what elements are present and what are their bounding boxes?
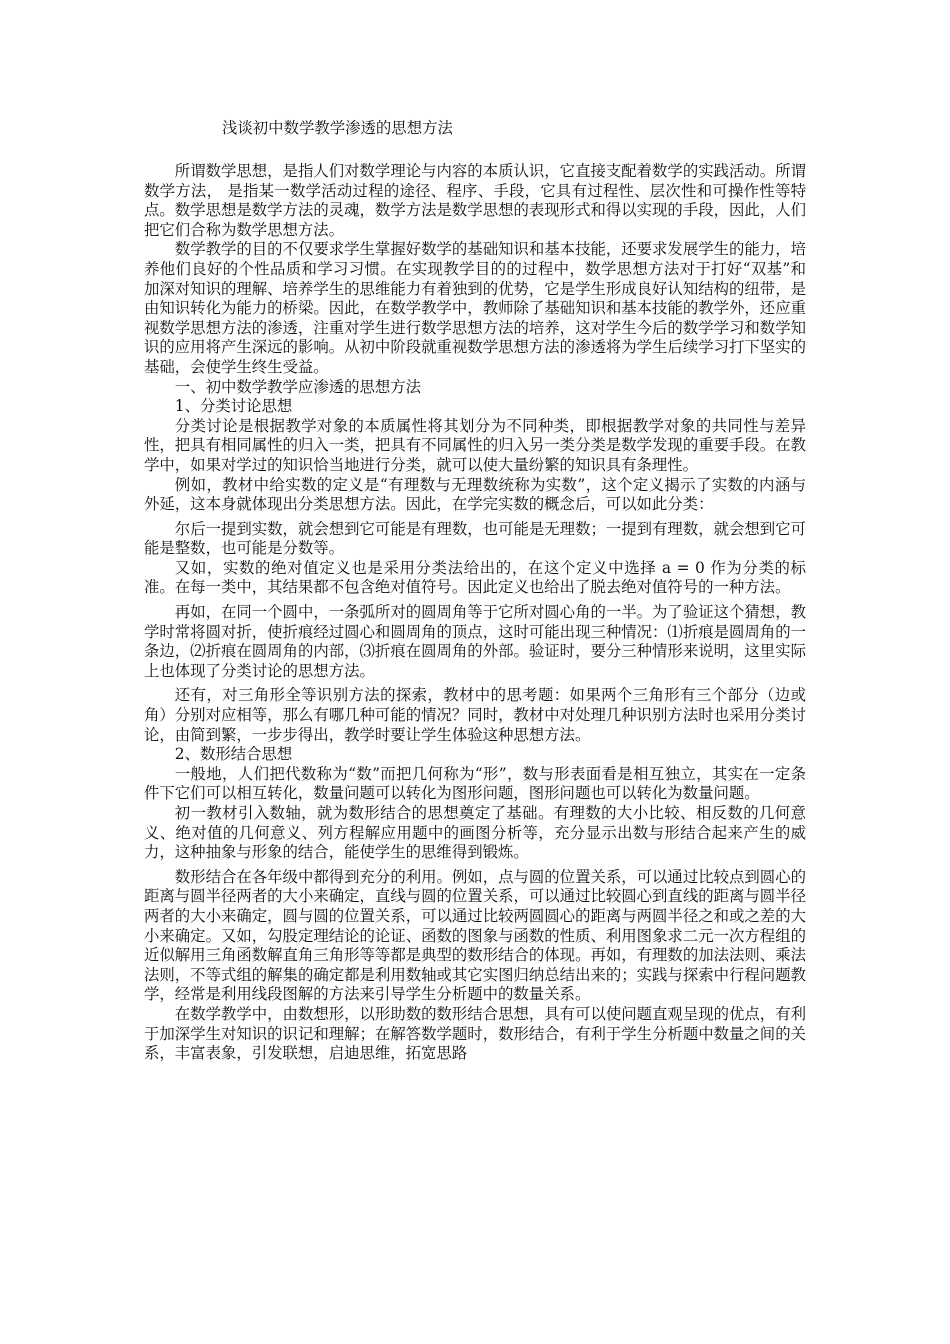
section-heading-1: 一、初中数学教学应渗透的思想方法 (174, 377, 422, 396)
subsection-heading-classification: 1、分类讨论思想 (174, 397, 293, 416)
paragraph-absolute-value: 又如，实数的绝对值定义也是采用分类法给出的，在这个定义中选择 a = 0 作为分类的标准。在每一类中，其结果都不包含绝对值符号。因此定义也给出了脱去绝对值符号的一种方法。 (144, 558, 806, 597)
document-title: 浅谈初中数学教学渗透的思想方法 (222, 119, 453, 137)
paragraph-triangle-congruence: 还有，对三角形全等识别方法的探索，教材中的思考题：如果两个三角形有三个部分（边或角）分别对应相等，那么有哪几种可能的情况？同时，教材中对处理几种识别方法时也采用分类讨论，由简到繁，一步步得出，教学时要让学生体验这种思想方法。 (144, 686, 806, 744)
paragraph-real-number-followup: 尔后一提到实数，就会想到它可能是有理数，也可能是无理数；一提到有理数，就会想到它可能是整数，也可能是分数等。 (144, 519, 806, 558)
paragraph-real-number-example: 例如，教材中给实数的定义是“有理数与无理数统称为实数”，这个定义揭示了实数的内涵与外延，这本身就体现出分类思想方法。因此，在学完实数的概念后，可以如此分类： (144, 475, 806, 514)
paragraph-intro: 所谓数学思想，是指人们对数学理论与内容的本质认识，它直接支配着数学的实践活动。所谓数学方法， 是指某一数学活动过程的途径、程序、手段，它具有过程性、层次性和可操作性等特点。数学思想是数学方法的灵魂，数学方法是数学思想的表现形式和得以实现的手段，因此，人们把它们合称为数学思想方法。 (144, 162, 806, 239)
paragraph-number-shape-def: 一般地，人们把代数称为“数”而把几何称为“形”，数与形表面看是相互独立，其实在一定条件下它们可以相互转化，数量问题可以转化为图形问题，图形问题也可以转化为数量问题。 (144, 764, 806, 803)
paragraph-number-axis: 初一教材引入数轴，就为数形结合的思想奠定了基础。有理数的大小比较、相反数的几何意义、绝对值的几何意义、列方程解应用题中的画图分析等，充分显示出数与形结合起来产生的威力，这种抽象与形象的结合，能使学生的思维得到锻炼。 (144, 804, 806, 862)
document-page (144, 118, 806, 1064)
paragraph-number-shape-usage: 数形结合在各年级中都得到充分的利用。例如，点与圆的位置关系，可以通过比较点到圆心的距离与圆半径两者的大小来确定，直线与圆的位置关系，可以通过比较圆心到直线的距离与圆半径两者的大小来确定，圆与圆的位置关系，可以通过比较两圆圆心的距离与两圆半径之和或之差的大小来确定。又如，勾股定理结论的论证、函数的图象与函数的性质、利用图象求二元一次方程组的近似解用三角函数解直角三角形等等都是典型的数形结合的体现。再如，有理数的加法法则、乘法法则，不等式组的解集的确定都是利用数轴或其它实图归纳总结出来的；实践与探索中行程问题教学，经常是利用线段图解的方法来引导学生分析题中的数量关系。 (144, 867, 806, 1004)
paragraph-classification-def: 分类讨论是根据教学对象的本质属性将其划分为不同种类，即根据教学对象的共同性与差异性，把具有相同属性的归入一类，把具有不同属性的归入另一类分类是数学发现的重要手段。在教学中，如果对学过的知识恰当地进行分类，就可以使大量纷繁的知识具有条理性。 (144, 416, 806, 474)
paragraph-number-shape-benefits: 在数学教学中，由数想形，以形助数的数形结合思想，具有可以使问题直观呈现的优点，有利于加深学生对知识的识记和理解；在解答数学题时，数形结合，有利于学生分析题中数量之间的关系，丰富表象，引发联想，启迪思维，拓宽思路 (144, 1004, 806, 1063)
subsection-heading-number-shape: 2、数形结合思想 (174, 745, 293, 764)
paragraph-teaching-purpose: 数学教学的目的不仅要求学生掌握好数学的基础知识和基本技能，还要求发展学生的能力，培养他们良好的个性品质和学习习惯。在实现教学目的的过程中，数学思想方法对于打好“双基”和加深对知识的理解、培养学生的思维能力有着独到的优势，它是学生形成良好认知结构的纽带，是由知识转化为能力的桥梁。因此，在数学教学中，教师除了基础知识和基本技能的教学外，还应重视数学思想方法的渗透，注重对学生进行数学思想方法的培养，这对学生今后的数学学习和数学知识的应用将产生深远的影响。从初中阶段就重视数学思想方法的渗透将为学生后续学习打下坚实的基础，会使学生终生受益。 (144, 240, 806, 376)
paragraph-circle-angle: 再如，在同一个圆中，一条弧所对的圆周角等于它所对圆心角的一半。为了验证这个猜想，教学时常将圆对折，使折痕经过圆心和圆周角的顶点，这时可能出现三种情况：⑴折痕是圆周角的一条边，⑵折痕在圆周角的内部，⑶折痕在圆周角的外部。验证时，要分三种情形来说明，这里实际上也体现了分类讨论的思想方法。 (144, 603, 806, 680)
